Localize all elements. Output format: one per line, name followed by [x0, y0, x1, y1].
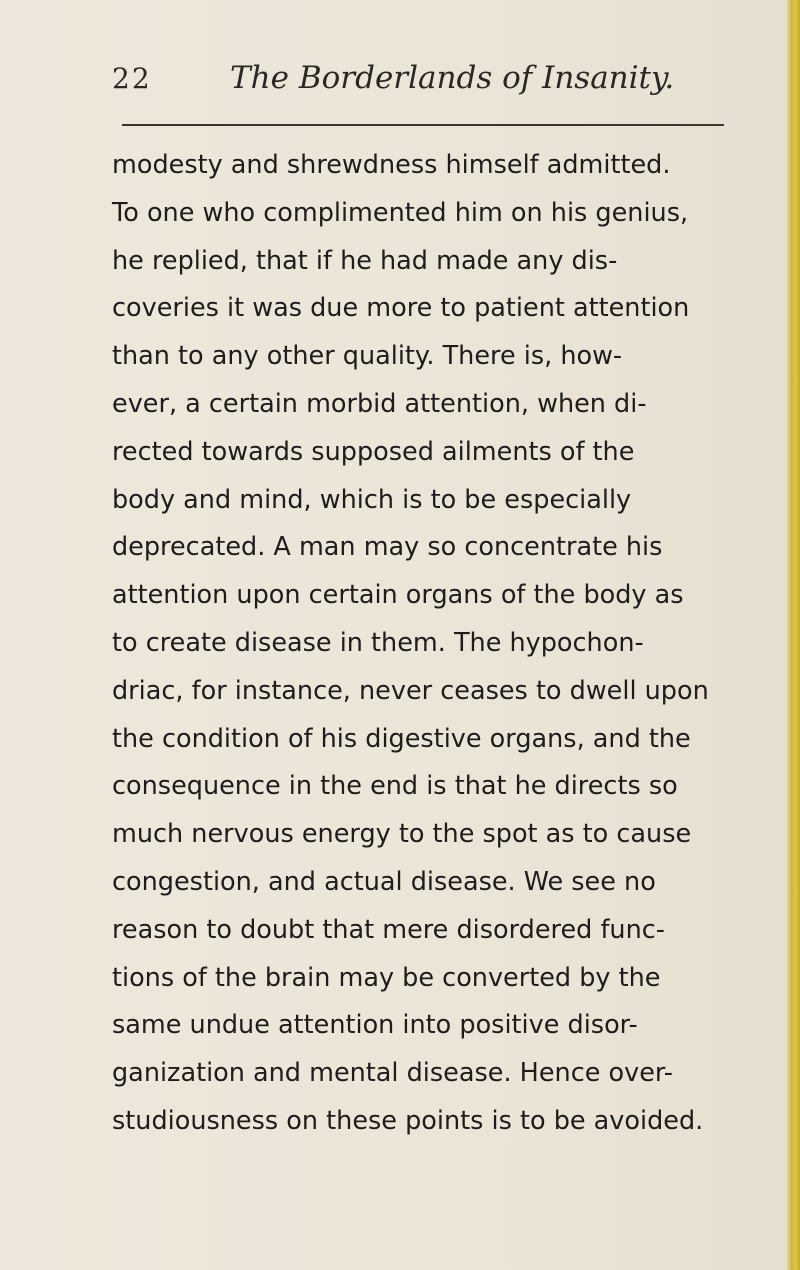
text-line: ever, a certain morbid attention, when di- — [112, 388, 647, 419]
text-line: same undue attention into positive disor- — [112, 1010, 638, 1041]
text-line: ganization and mental disease. Hence over- — [112, 1058, 673, 1089]
text-line: reason to doubt that mere disordered func- — [112, 914, 665, 945]
page-header — [112, 62, 732, 112]
body-text — [112, 142, 742, 1146]
text-line: congestion, and actual disease. We see no — [112, 866, 656, 897]
text-line: than to any other quality. There is, how- — [112, 341, 623, 372]
page-edge — [786, 0, 800, 1270]
text-line: consequence in the end is that he directs so — [112, 771, 678, 802]
header-rule — [122, 124, 724, 126]
text-line: driac, for instance, never ceases to dwell upon — [112, 675, 709, 706]
text-line: deprecated. A man may so concentrate his — [112, 532, 663, 563]
text-line: rected towards supposed ailments of the — [112, 436, 635, 467]
text-line: attention upon certain organs of the body as — [112, 580, 684, 611]
text-line: body and mind, which is to be especially — [112, 484, 632, 515]
text-line: To one who complimented him on his genius, — [112, 197, 689, 228]
text-line: studiousness on these points is to be avoided. — [112, 1105, 704, 1136]
page-number: 22 — [112, 62, 152, 95]
running-title: The Borderlands of Insanity. — [230, 60, 675, 96]
text-line: the condition of his digestive organs, and the — [112, 723, 691, 754]
text-line: he replied, that if he had made any dis- — [112, 245, 618, 276]
text-line: to create disease in them. The hypochon- — [112, 627, 644, 658]
text-line: modesty and shrewdness himself admitted. — [112, 150, 671, 180]
text-line: tions of the brain may be converted by the — [112, 962, 661, 993]
text-line: coveries it was due more to patient attention — [112, 293, 690, 324]
text-line: much nervous energy to the spot as to cause — [112, 819, 692, 850]
